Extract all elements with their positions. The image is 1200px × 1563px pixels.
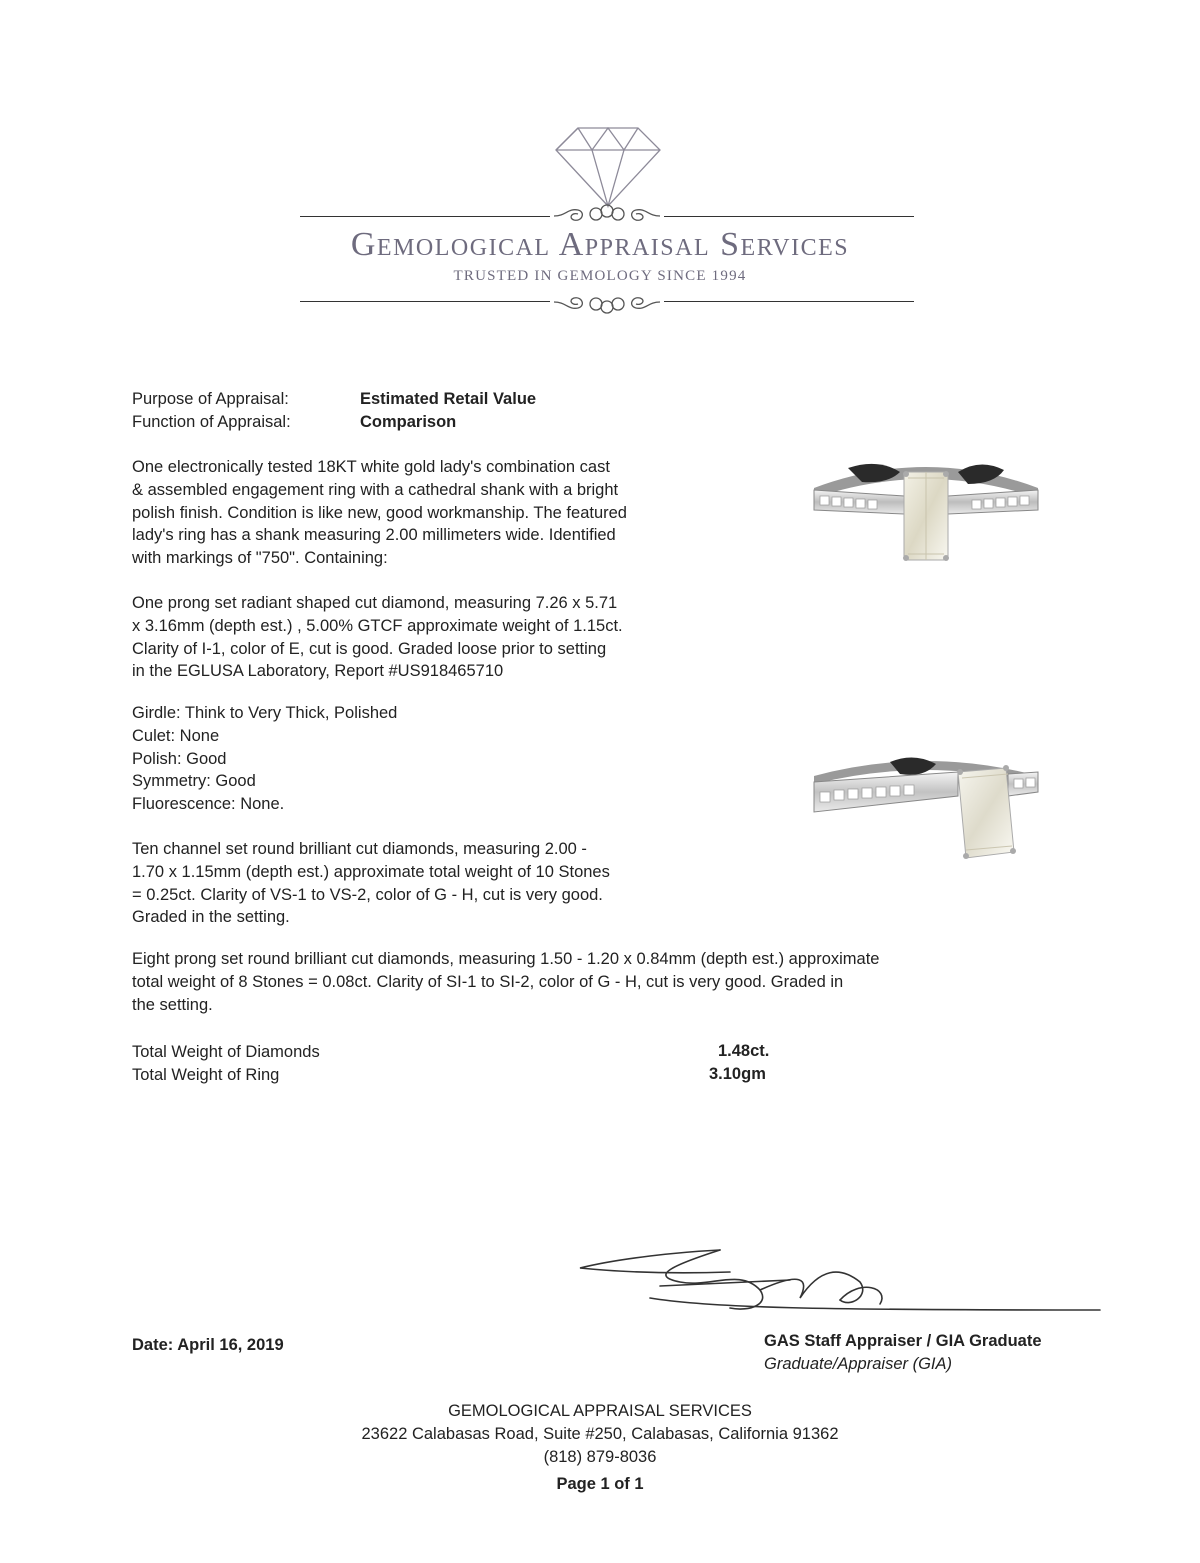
footer-phone: (818) 879-8036 xyxy=(543,1448,657,1466)
prong-diamonds-line: the setting. xyxy=(132,995,213,1014)
appraiser-signature xyxy=(560,1238,1120,1328)
appraiser-title: GAS Staff Appraiser / GIA Graduate xyxy=(764,1332,1042,1350)
function-value: Comparison xyxy=(360,413,457,431)
channel-diamonds-line: = 0.25ct. Clarity of VS-1 to VS-2, color of G - H, cut is very good. xyxy=(132,885,603,904)
grading-details xyxy=(132,702,742,816)
grading-polish: Polish: Good xyxy=(132,749,227,768)
diamond-logo-icon xyxy=(548,120,668,210)
footer-company: GEMOLOGICAL APPRAISAL SERVICES xyxy=(448,1402,752,1420)
appraiser-credential: Graduate/Appraiser (GIA) xyxy=(764,1355,952,1373)
center-stone-description xyxy=(132,592,742,683)
purpose-value: Estimated Retail Value xyxy=(360,390,537,408)
total-ring-label: Total Weight of Ring xyxy=(132,1066,280,1084)
ring-description-line: lady's ring has a shank measuring 2.00 millimeters wide. Identified xyxy=(132,526,616,545)
prong-diamonds-line: Eight prong set round brilliant cut diamonds, measuring 1.50 - 1.20 x 0.84mm (depth est.) approximate xyxy=(132,950,880,968)
ring-description-line: polish finish. Condition is like new, good workmanship. The featured xyxy=(132,503,627,522)
channel-diamonds-description xyxy=(132,838,742,929)
center-stone-line: x 3.16mm (depth est.) , 5.00% GTCF approximate weight of 1.15ct. xyxy=(132,616,623,635)
ring-description xyxy=(132,456,742,570)
company-name: Gemological Appraisal Services xyxy=(350,226,850,263)
grading-symmetry: Symmetry: Good xyxy=(132,772,256,791)
grading-girdle: Girdle: Think to Very Thick, Polished xyxy=(132,704,398,722)
prong-diamonds-line: total weight of 8 Stones = 0.08ct. Clarity of SI-1 to SI-2, color of G - H, cut is very good. Graded in xyxy=(132,972,844,991)
header-rule-bottom-right xyxy=(664,301,914,302)
header-rule-bottom-left xyxy=(300,301,550,302)
function-label: Function of Appraisal: xyxy=(132,413,291,431)
grading-fluorescence: Fluorescence: None. xyxy=(132,795,285,814)
center-stone-line: Clarity of I-1, color of E, cut is good. Graded loose prior to setting xyxy=(132,639,607,658)
ring-description-line: One electronically tested 18KT white gold lady's combination cast xyxy=(132,458,610,476)
header-rule-top-right xyxy=(664,216,914,217)
purpose-label: Purpose of Appraisal: xyxy=(132,390,289,408)
total-diamonds-label: Total Weight of Diamonds xyxy=(132,1043,320,1061)
total-diamonds-value: 1.48ct. xyxy=(718,1042,770,1060)
ring-description-line: with markings of "750". Containing: xyxy=(132,549,388,568)
scroll-ornament-top-icon xyxy=(552,204,662,228)
appraisal-date: Date: April 16, 2019 xyxy=(132,1336,284,1354)
ring-photo-bottom xyxy=(808,752,1044,862)
channel-diamonds-line: Graded in the setting. xyxy=(132,908,290,927)
footer-address: 23622 Calabasas Road, Suite #250, Calabasas, California 91362 xyxy=(361,1425,839,1443)
page-number: Page 1 of 1 xyxy=(556,1475,644,1493)
center-stone-line: in the EGLUSA Laboratory, Report #US918465710 xyxy=(132,662,504,681)
channel-diamonds-line: 1.70 x 1.15mm (depth est.) approximate total weight of 10 Stones xyxy=(132,862,610,881)
grading-culet: Culet: None xyxy=(132,726,220,745)
channel-diamonds-line: Ten channel set round brilliant cut diamonds, measuring 2.00 - xyxy=(132,840,587,858)
ring-photo-top xyxy=(808,450,1044,570)
company-tagline: TRUSTED IN GEMOLOGY SINCE 1994 xyxy=(453,268,747,284)
prong-diamonds-description xyxy=(132,948,1032,1016)
header-rule-top-left xyxy=(300,216,550,217)
total-ring-value: 3.10gm xyxy=(709,1065,766,1083)
center-stone-line: One prong set radiant shaped cut diamond, measuring 7.26 x 5.71 xyxy=(132,594,618,612)
scroll-ornament-bottom-icon xyxy=(552,290,662,314)
ring-description-line: & assembled engagement ring with a cathedral shank with a bright xyxy=(132,480,619,499)
